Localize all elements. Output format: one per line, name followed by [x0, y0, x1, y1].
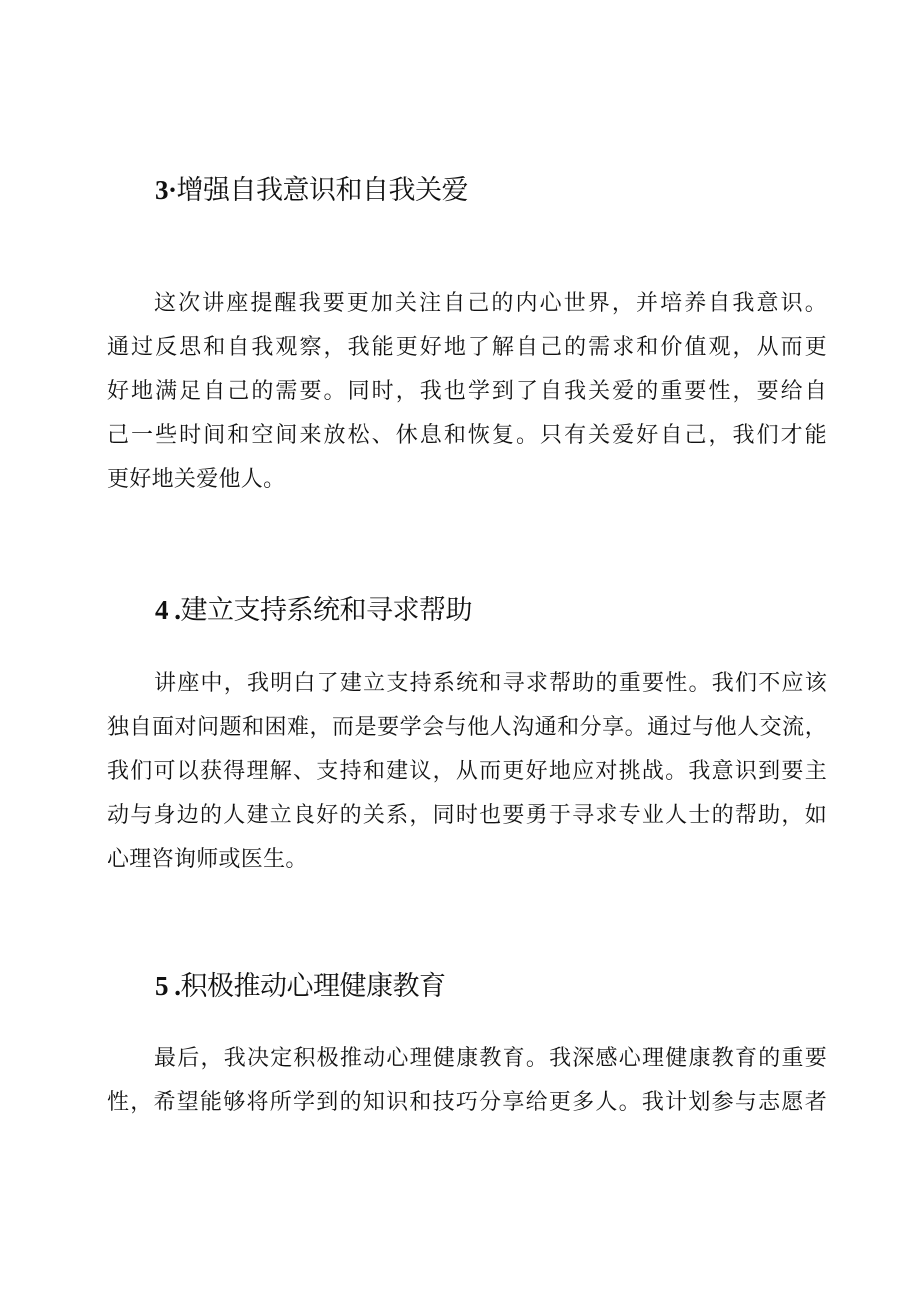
paragraph-line: 讲座中，我明白了建立支持系统和寻求帮助的重要性。我们不应该	[154, 671, 827, 696]
section-4-number: 4 .	[155, 595, 181, 625]
paragraph-line: 通过反思和自我观察，我能更好地了解自己的需求和价值观，从而更	[107, 335, 827, 360]
section-3-paragraph	[107, 282, 827, 502]
section-3-number: 3·	[155, 175, 177, 205]
paragraph-line: 好地满足自己的需要。同时，我也学到了自我关爱的重要性，要给自	[107, 379, 827, 404]
paragraph-line: 心理咨询师或医生。	[107, 847, 308, 872]
paragraph-line: 我们可以获得理解、支持和建议，从而更好地应对挑战。我意识到要主	[107, 759, 827, 784]
section-3-heading	[155, 170, 468, 211]
section-3-title: 增强自我意识和自我关爱	[176, 175, 469, 206]
section-5-number: 5 .	[155, 971, 181, 1001]
paragraph-line: 独自面对问题和困难，而是要学会与他人沟通和分享。通过与他人交流，	[107, 715, 827, 740]
paragraph-line: 己一些时间和空间来放松、休息和恢复。只有关爱好自己，我们才能	[107, 423, 827, 448]
section-4-paragraph	[107, 662, 827, 882]
section-5-heading	[155, 966, 446, 1007]
paragraph-line: 更好地关爱他人。	[107, 467, 286, 492]
paragraph-line: 动与身边的人建立良好的关系，同时也要勇于寻求专业人士的帮助，如	[107, 803, 827, 828]
section-5-paragraph	[107, 1037, 827, 1125]
paragraph-line: 最后，我决定积极推动心理健康教育。我深感心理健康教育的重要	[154, 1046, 827, 1071]
section-4-heading	[155, 590, 472, 631]
paragraph-line: 性，希望能够将所学到的知识和技巧分享给更多人。我计划参与志愿者	[107, 1090, 827, 1115]
section-5-title: 积极推动心理健康教育	[180, 971, 446, 1002]
section-4-title: 建立支持系统和寻求帮助	[180, 595, 472, 626]
paragraph-line: 这次讲座提醒我要更加关注自己的内心世界，并培养自我意识。	[154, 291, 827, 316]
